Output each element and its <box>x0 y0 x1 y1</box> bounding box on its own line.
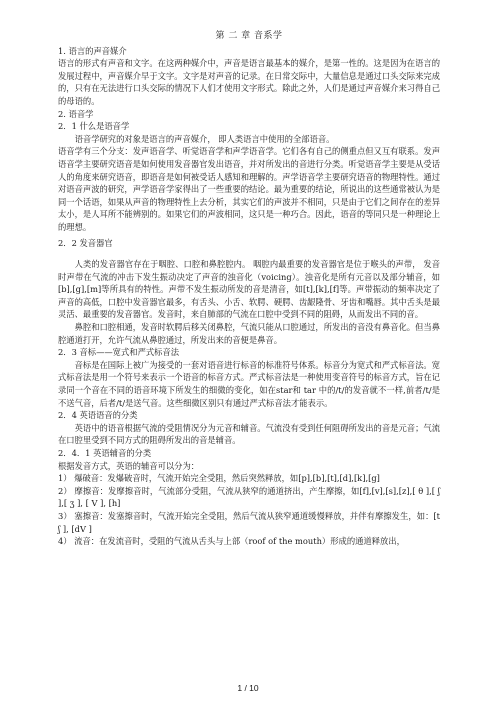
section-2-2-paragraph: 人类的发音器官存在于咽腔、口腔和鼻腔腔内。 咽腔内最重要的发音器官是位于喉头的声带， 发音时声带在气流的冲击下发生振动决定了声音的浊音化（voicing）。浊音化是所有元音以及部分辅音，如[b],[g],[m]等所具有的特性。声带不发生振动所发的音是清音，如[t],[k],[f]等。声带振动的频率决定了声音的高低，口腔中发音器官最多，有舌头、小舌、软腭、硬腭、齿龈隆骨、牙齿和嘴唇。其中舌头是最灵活、最重要的发音器官。发音时，来自肺部的气流在口腔中受到不同的阻碍，从而发出不同的音。 <box>58 259 440 320</box>
page-number: 1 / 10 <box>237 683 259 693</box>
section-2-3-heading: 2．3 音标——宽式和严式标音法 <box>58 347 180 358</box>
section-1-paragraph: 语言的形式有声音和文字。在这两种媒介中，声音是语言最基本的媒介，是第一性的。这是因为在语言的发展过程中，声音媒介早于文字。文字是对声音的记录。在日常交际中，大量信息是通过口头交际来完成的，只有在无法进行口头交际的情况下人们才使用文字形式。除此之外，人们是通过声音媒介来习得自己的母语的。 <box>58 58 440 106</box>
section-2-4-heading: 2．4 英语语音的分类 <box>58 410 138 421</box>
section-1-heading: 1. 语言的声音媒介 <box>58 45 127 56</box>
section-2-4-1-heading: 2．4．1 英语辅音的分类 <box>58 448 152 458</box>
section-2-1-paragraph-2: 语音学有三个分支：发声语音学、听觉语音学和声学语音学。它们各有自己的侧重点但又互有联系。发声语音学主要研究语音是如何使用发音器官发出语音，并对所发出的音进行分类。听觉语音学主要是从受话人的角度来研究语音，即语音是如何被受话人感知和理解的。声学语音学主要研究语音的物理特性。通过对语音声波的研究，声学语音学家得出了一些重要的结论。最为重要的结论，所说出的这些通常被认为是同一个话语，如果从声音的物理特性上去分析，其实它们的声波并不相同，只是由于它们之间存在的差异太小，是人耳所不能辨别的。如果它们的声波相同，这只是一种巧合。因此，语音的等同只是一种理论上的理想。 <box>58 146 440 232</box>
list-item: 1） 爆破音：发爆破音时，气流开始完全受阻，然后突然释放，如[p],[b],[t],[d],[k],[g] <box>58 473 380 484</box>
list-item: 4） 流音：在发流音时，受阻的气流从舌头与上部（roof of the mouth）形成的通道释放出， <box>58 536 405 547</box>
section-2-3-paragraph: 音标是在国际上被广为接受的一套对语音进行标音的标准符号体系。标音分为宽式和严式标音法。宽式标音法是用一个符号来表示一个语音的标音方式。严式标音法是一种使用变音符号的标音方式，旨在记录同一个音在不同的语音环境下所发生的细微的变化，如在star和 tar 中的/t/的发音就不一样,前者/t/是不送气音，后者/t/是送气音。这些细微区别只有通过严式标音法才能表示。 <box>58 359 440 408</box>
list-item: 3） 塞擦音：发塞擦音时，气流开始完全受阻，然后气流从狭窄通道缓慢释放，并伴有摩擦发生，如：[t ʃ ], [dV ] <box>58 510 440 534</box>
list-item: 2） 摩擦音：发摩擦音时，气流部分受阻，气流从狭窄的通道挤出，产生摩擦，如[f],[v],[s],[z],[ θ ],[ ʃ ],[ ʒ ], [ V ], [h] <box>58 485 440 509</box>
chapter-title: 第 二 章 音系学 <box>215 31 283 41</box>
section-2-heading: 2. 语音学 <box>58 108 94 119</box>
section-2-1-paragraph-1: 语音学研究的对象是语言的声音媒介， 即人类语言中使用的全部语音。 <box>74 133 335 144</box>
section-2-2-heading: 2．2 发音器官 <box>58 237 113 248</box>
section-2-2-paragraph-2: 鼻腔和口腔相通，发音时软腭后移关闭鼻腔，气流只能从口腔通过，所发出的音没有鼻音化。但当鼻腔通道打开，允许气流从鼻腔通过，所发出来的音便是鼻音。 <box>58 322 440 345</box>
document-page <box>58 30 440 548</box>
section-2-1-heading: 2．1 什么是语音学 <box>58 121 130 132</box>
section-2-4-1-intro: 根据发音方式，英语的辅音可以分为： <box>58 460 200 471</box>
section-2-4-paragraph: 英语中的语音根据气流的受阻情况分为元音和辅音。气流没有受到任何阻碍所发出的音是元音；气流在口腔里受到不同方式的阻碍所发出的音是辅音。 <box>58 422 440 446</box>
